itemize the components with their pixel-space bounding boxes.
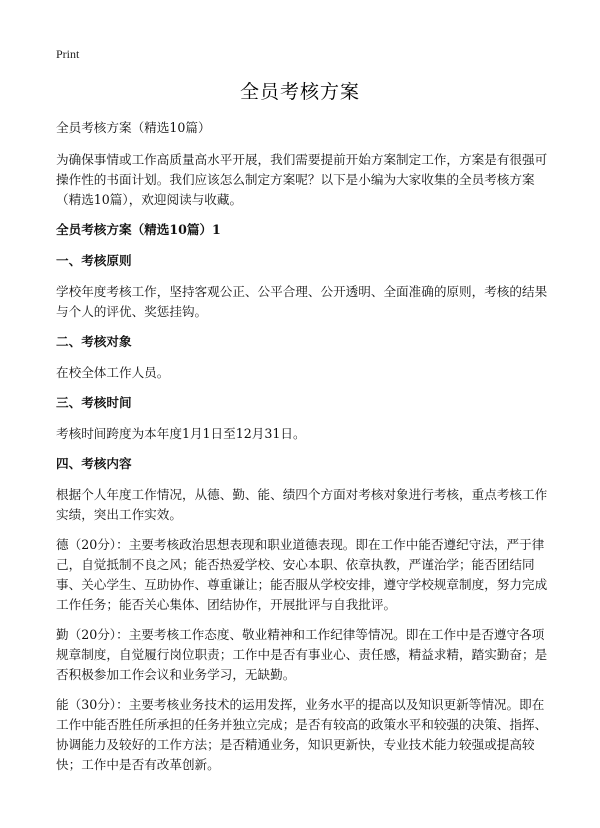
principle-paragraph: 学校年度考核工作，坚持客观公正、公平合理、公开透明、全面准确的原则，考核的结果与个人的评优、奖惩挂钩。: [56, 284, 548, 319]
print-link[interactable]: Print: [56, 47, 80, 61]
document-body: [56, 118, 552, 785]
document-subtitle: 全员考核方案（精选10篇）: [56, 120, 211, 135]
time-paragraph: 考核时间跨度为本年度1月1日至12月31日。: [56, 426, 306, 441]
target-heading: 二、考核对象: [56, 334, 132, 349]
content-paragraph: 根据个人年度工作情况，从德、勤、能、绩四个方面对考核对象进行考核，重点考核工作实绩，突出工作实效。: [56, 487, 548, 522]
ability-paragraph: 能（30分）：主要考核业务技术的运用发挥，业务水平的提高以及知识更新等情况。即在工作中能否胜任所承担的任务并独立完成；是否有较高的政策水平和较强的决策、指挥、协调能力及较好的工作方法；是否精通业务，知识更新快，专业技术能力较强或提高较快；工作中是否有改革创新。: [56, 697, 548, 772]
target-paragraph: 在校全体工作人员。: [56, 365, 170, 380]
content-heading: 四、考核内容: [56, 456, 132, 471]
morality-paragraph: 德（20分）：主要考核政治思想表现和职业道德表现。即在工作中能否遵纪守法，严于律己，自觉抵制不良之风；能否热爱学校、安心本职、依章执教，严谨治学；能否团结同事、关心学生、互助协作、尊重谦让；能否服从学校安排，遵守学校规章制度，努力完成工作任务；能否关心集体、团结协作，开展批评与自我批评。: [56, 537, 548, 612]
page-title: 全员考核方案: [239, 81, 360, 103]
diligence-paragraph: 勤（20分）：主要考核工作态度、敬业精神和工作纪律等情况。即在工作中是否遵守各项规章制度，自觉履行岗位职责；工作中是否有事业心、责任感，精益求精，踏实勤奋；是否积极参加工作会议和业务学习，无缺勤。: [56, 627, 548, 682]
principle-heading: 一、考核原则: [56, 253, 132, 268]
section-heading: 全员考核方案（精选10篇）1: [56, 222, 221, 237]
intro-paragraph: 为确保事情或工作高质量高水平开展，我们需要提前开始方案制定工作，方案是有很强可操作性的书面计划。我们应该怎么制定方案呢？以下是小编为大家收集的全员考核方案（精选10篇），欢迎阅读与收藏。: [56, 152, 548, 207]
time-heading: 三、考核时间: [56, 395, 132, 410]
